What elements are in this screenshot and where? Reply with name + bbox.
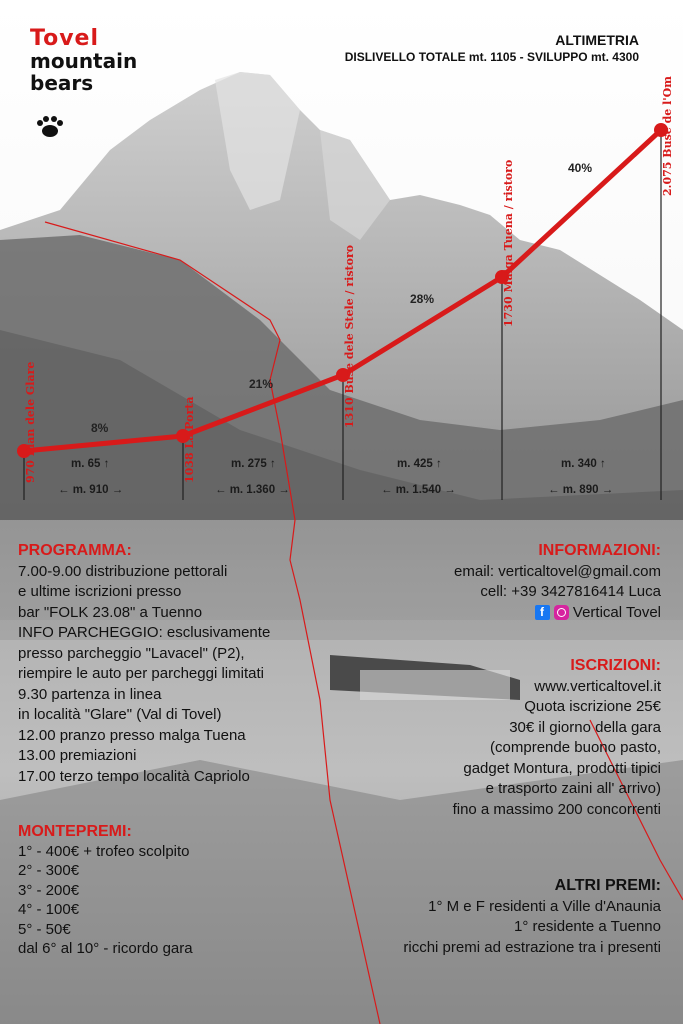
cell-text: cell: +39 3427816414 Luca [480, 583, 661, 600]
climb-3: m. 425 ↑ [397, 458, 442, 470]
iscrizioni-section [341, 656, 661, 820]
social-row [361, 603, 661, 624]
length-1: ← m. 910 → [58, 484, 124, 496]
montepremi-section [18, 822, 278, 959]
programma-line: in località "Glare" (Val di Tovel) [18, 706, 222, 723]
point-label-1: 970 Plan dele Glare [24, 361, 37, 483]
altri-premi-line: 1° M e F residenti a Ville d'Anaunia [428, 897, 661, 915]
point-label-4: 1730 Malga Tuena / ristoro [502, 159, 515, 327]
programma-line: presso parcheggio "Lavacel" (P2), [18, 644, 245, 662]
montepremi-line: 2° - 300€ [18, 862, 80, 879]
point-label-5: 2.075 Buse de l'Om [661, 76, 674, 196]
programma-line: 7.00-9.00 distribuzione pettorali [18, 562, 228, 580]
social-name: Vertical Tovel [572, 603, 661, 621]
instagram-icon [554, 605, 569, 620]
programma-line: 17.00 terzo tempo località Capriolo [18, 767, 250, 785]
informazioni-section [361, 541, 661, 623]
altri-premi-section [281, 876, 661, 958]
iscrizioni-line: 30€ il giorno della gara [509, 718, 661, 736]
programma-line: 12.00 pranzo presso malga Tuena [18, 726, 246, 744]
iscrizioni-line: www.verticaltovel.it [534, 677, 661, 695]
montepremi-line: 5° - 50€ [18, 920, 71, 938]
programma-section [18, 541, 378, 787]
point-label-2: 1038 La Porta [183, 396, 196, 483]
gradient-4: 40% [568, 161, 593, 175]
length-4: ← m. 890 → [548, 484, 614, 496]
iscrizioni-line: e trasporto zaini all' arrivo) [485, 780, 661, 797]
altri-premi-title: ALTRI PREMI: [554, 877, 661, 894]
gradient-2: 21% [249, 377, 274, 391]
programma-title: PROGRAMMA: [18, 542, 132, 559]
iscrizioni-line: fino a massimo 200 concorrenti [452, 800, 661, 818]
programma-line: INFO PARCHEGGIO: esclusivamente [18, 624, 271, 641]
logo-line-1: Tovel [30, 26, 100, 51]
gradient-3: 28% [410, 292, 435, 306]
iscrizioni-title: ISCRIZIONI: [570, 657, 661, 674]
informazioni-title: INFORMAZIONI: [538, 542, 661, 559]
length-2: ← m. 1.360 → [215, 484, 290, 496]
length-3: ← m. 1.540 → [381, 484, 456, 496]
climb-2: m. 275 ↑ [231, 458, 276, 470]
montepremi-line: 3° - 200€ [18, 881, 80, 899]
iscrizioni-line: gadget Montura, prodotti tipici [463, 759, 661, 777]
iscrizioni-line: (comprende buono pasto, [490, 739, 661, 756]
montepremi-line: 1° - 400€ + trofeo scolpito [18, 842, 190, 860]
climb-1: m. 65 ↑ [71, 458, 110, 470]
programma-line: bar "FOLK 23.08" a Tuenno [18, 603, 203, 621]
altimetry-subtitle: DISLIVELLO TOTALE mt. 1105 - SVILUPPO mt. 4300 [344, 50, 639, 64]
email-text: email: verticaltovel@gmail.com [454, 562, 661, 580]
logo-line-3: bears [30, 71, 94, 95]
montepremi-line: dal 6° al 10° - ricordo gara [18, 940, 193, 957]
programma-line: 9.30 partenza in linea [18, 685, 162, 703]
programma-line: 13.00 premiazioni [18, 747, 137, 764]
bear-paw-icon [36, 116, 64, 142]
montepremi-line: 4° - 100€ [18, 901, 80, 918]
facebook-icon: f [535, 605, 550, 620]
altri-premi-line: ricchi premi ad estrazione tra i presenti [403, 938, 661, 956]
gradient-1: 8% [91, 421, 109, 435]
logo-line-2: mountain [30, 49, 138, 73]
programma-line: e ultime iscrizioni presso [18, 583, 182, 600]
altimetry-title: ALTIMETRIA [555, 32, 639, 48]
tovel-mountain-bears-logo [30, 28, 140, 94]
climb-4: m. 340 ↑ [561, 458, 606, 470]
programma-line: riempire le auto per parcheggi limitati [18, 665, 264, 682]
altri-premi-line: 1° residente a Tuenno [514, 918, 661, 935]
point-label-3: 1310 Buse dele Stele / ristoro [343, 244, 356, 428]
montepremi-title: MONTEPREMI: [18, 823, 132, 840]
iscrizioni-line: Quota iscrizione 25€ [524, 698, 661, 715]
